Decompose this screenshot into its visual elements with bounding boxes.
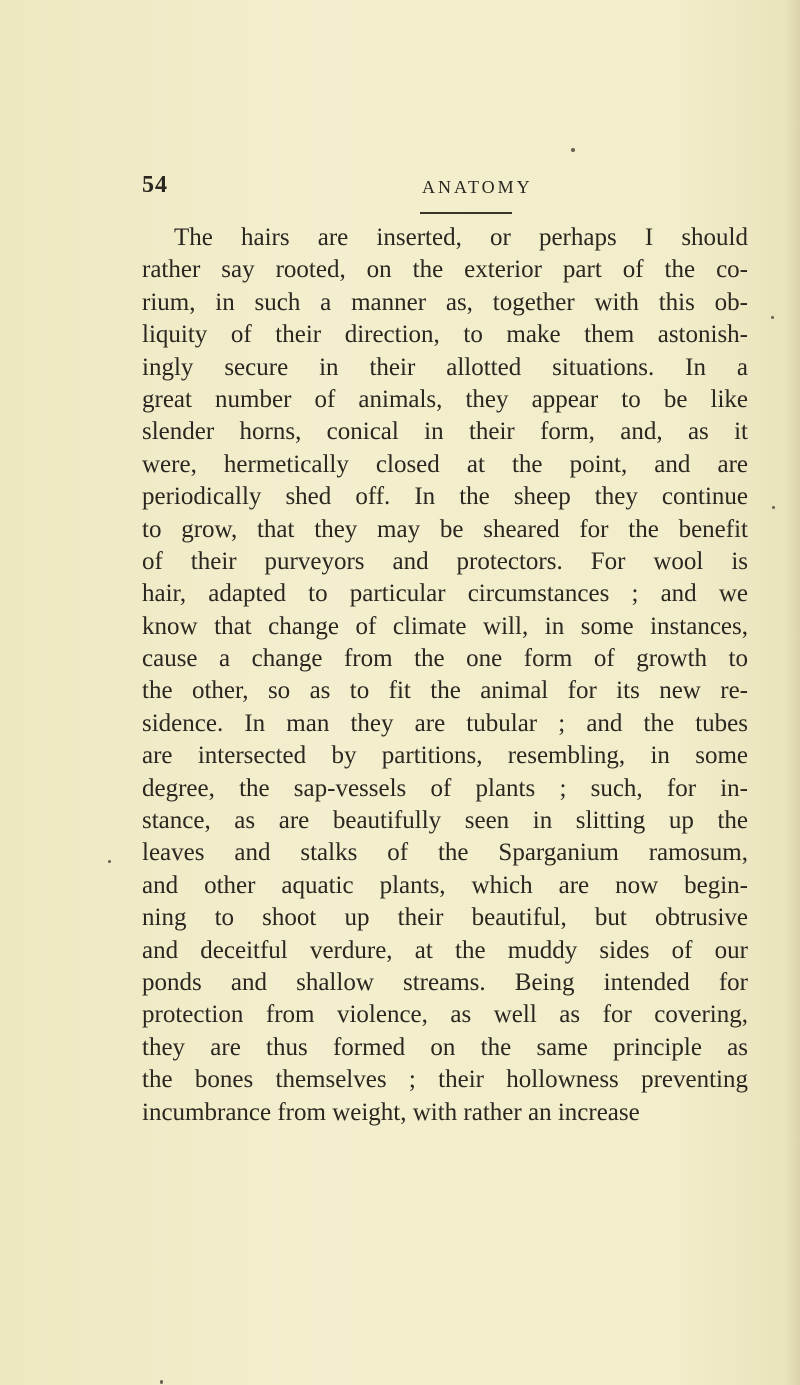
text-line: to grow, that they may be sheared for the benefit <box>142 515 748 543</box>
running-head: ANATOMY <box>422 177 533 197</box>
page-number: 54 <box>142 172 168 198</box>
text-line: slender horns, conical in their form, and, as it <box>142 418 748 446</box>
text-line: are intersected by partitions, resembling, in some <box>142 742 748 770</box>
paper-speck <box>571 148 575 152</box>
text-line: ning to shoot up their beautiful, but obtrusive <box>142 904 748 932</box>
header-rule <box>420 212 512 214</box>
text-line: protection from violence, as well as for covering, <box>142 1001 748 1029</box>
body-text <box>142 222 800 1129</box>
text-line: rather say rooted, on the exterior part of the co- <box>142 256 748 284</box>
text-line: degree, the sap-vessels of plants ; such, for in- <box>142 774 748 802</box>
text-line: incumbrance from weight, with rather an increase <box>142 1098 640 1126</box>
text-line: and other aquatic plants, which are now begin- <box>142 871 748 899</box>
text-line: of their purveyors and protectors. For wool is <box>142 547 748 575</box>
text-line: stance, as are beautifully seen in slitting up the <box>142 807 748 835</box>
paper-speck <box>160 1380 163 1384</box>
text-line: ingly secure in their allotted situations. In a <box>142 353 748 381</box>
text-line: liquity of their direction, to make them astonish- <box>142 321 748 349</box>
text-line: know that change of climate will, in some instances, <box>142 612 748 640</box>
paper-speck <box>772 506 775 509</box>
page-header <box>142 172 662 204</box>
text-line: rium, in such a manner as, together with this ob- <box>142 288 748 316</box>
text-line: leaves and stalks of the Sparganium ramosum, <box>142 839 748 867</box>
text-line: and deceitful verdure, at the muddy sides of our <box>142 936 748 964</box>
text-line: The hairs are inserted, or perhaps I should <box>174 224 748 251</box>
text-line: ponds and shallow streams. Being intended for <box>142 968 748 996</box>
text-line: sidence. In man they are tubular ; and the tubes <box>142 709 748 737</box>
text-line: hair, adapted to particular circumstances ; and we <box>142 580 748 608</box>
text-line: were, hermetically closed at the point, and are <box>142 450 748 478</box>
text-line: the bones themselves ; their hollowness preventing <box>142 1066 748 1094</box>
text-line: great number of animals, they appear to be like <box>142 385 748 413</box>
text-line: periodically shed off. In the sheep they continue <box>142 483 748 511</box>
paper-speck <box>108 860 111 863</box>
text-line: cause a change from the one form of growth to <box>142 645 748 673</box>
text-line: they are thus formed on the same principle as <box>142 1033 748 1061</box>
text-line: the other, so as to fit the animal for its new re- <box>142 677 748 705</box>
paper-speck <box>771 316 774 319</box>
